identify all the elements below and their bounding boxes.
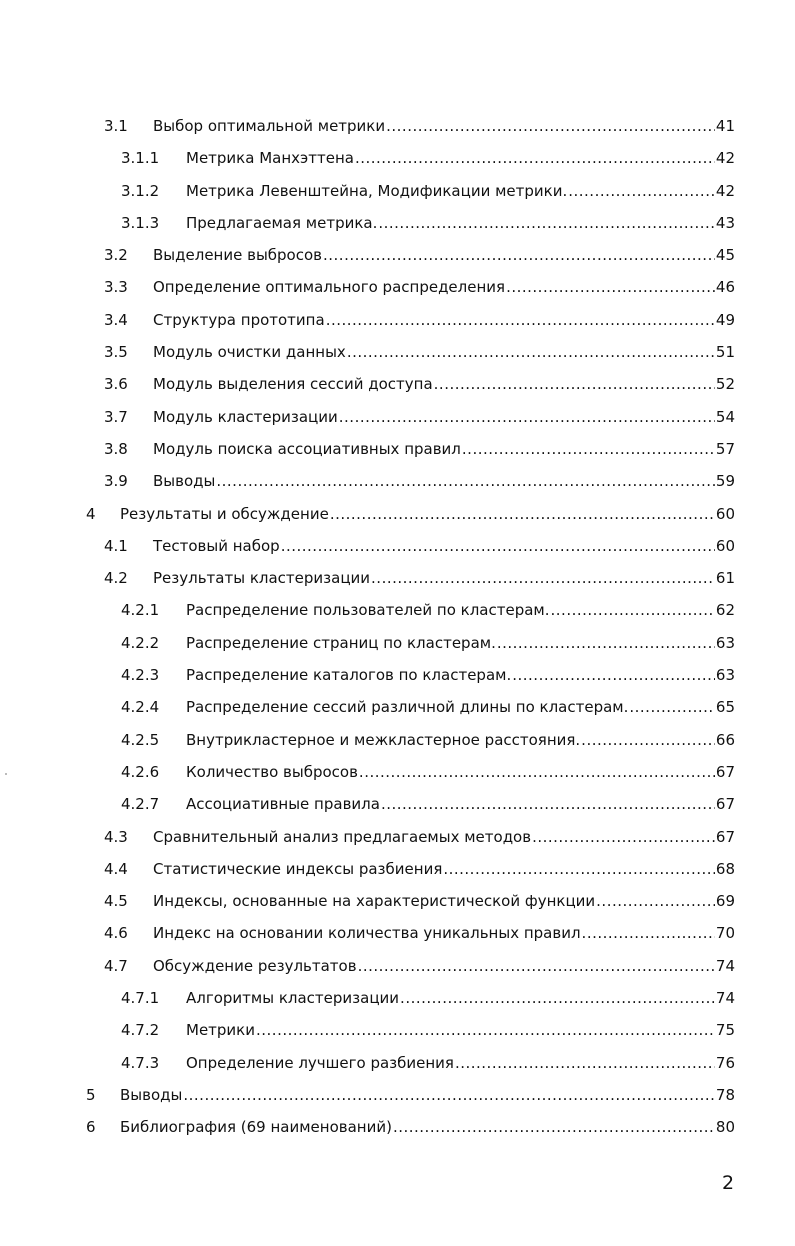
toc-entry-title: Модуль поиска ассоциативных правил	[153, 439, 461, 458]
toc-entry-title: Статистические индексы разбиения	[153, 859, 443, 878]
toc-entry-3-3[interactable]	[0, 271, 795, 303]
toc-entry-title: Определение лучшего разбиения	[186, 1053, 454, 1072]
toc-entry-number: 4.2.7	[121, 795, 160, 814]
toc-leader-dots	[371, 562, 715, 594]
toc-entry-number: 3.8	[104, 439, 128, 458]
toc-entry-page: 41	[715, 117, 735, 135]
toc-entry-number: 4.2.4	[121, 698, 160, 717]
toc-entry-title: Алгоритмы кластеризации	[186, 989, 400, 1008]
toc-leader-dots	[347, 336, 715, 368]
toc-entry-number: 4.7	[104, 956, 128, 975]
toc-leader-dots	[359, 756, 715, 788]
toc-entry-page: 67	[715, 827, 735, 846]
table-of-contents	[0, 110, 795, 1144]
toc-entry-number: 4.2.1	[121, 601, 160, 620]
toc-entry-3-9[interactable]	[0, 465, 795, 497]
toc-leader-dots	[581, 724, 715, 756]
toc-entry-4-2-7[interactable]	[0, 788, 795, 820]
toc-entry-4[interactable]	[0, 498, 795, 530]
toc-entry-title: Распределение сессий различной длины по кластерам.	[186, 698, 629, 717]
toc-leader-dots	[323, 239, 715, 271]
toc-entry-number: 4	[86, 504, 96, 523]
toc-entry-page: 70	[715, 924, 735, 943]
toc-entry-page: 76	[715, 1053, 735, 1072]
toc-entry-title: Выбор оптимальной метрики	[153, 117, 386, 135]
toc-entry-4-2-1[interactable]	[0, 594, 795, 626]
scan-artifact	[5, 773, 7, 775]
toc-entry-number: 4.4	[104, 859, 128, 878]
toc-leader-dots	[381, 788, 715, 820]
toc-entry-page: 69	[715, 892, 735, 911]
toc-entry-title: Результаты кластеризации	[153, 569, 371, 588]
toc-leader-dots	[512, 659, 715, 691]
toc-entry-number: 4.2.5	[121, 730, 160, 749]
toc-leader-dots	[551, 594, 715, 626]
toc-entry-3-5[interactable]	[0, 336, 795, 368]
toc-entry-title: Выделение выбросов	[153, 246, 322, 265]
toc-entry-4-2-4[interactable]	[0, 691, 795, 723]
toc-leader-dots	[281, 530, 715, 562]
toc-leader-dots	[216, 465, 715, 497]
toc-entry-3-4[interactable]	[0, 304, 795, 336]
toc-entry-title: Индексы, основанные на характеристической функции	[153, 892, 596, 911]
toc-entry-number: 3.1.3	[121, 213, 160, 232]
toc-entry-page: 60	[715, 504, 735, 523]
toc-entry-page: 67	[715, 762, 735, 781]
toc-entry-title: Определение оптимального распределения	[153, 278, 506, 297]
toc-entry-4-4[interactable]	[0, 853, 795, 885]
toc-entry-page: 74	[715, 956, 735, 975]
toc-entry-page: 42	[715, 181, 735, 200]
toc-entry-page: 75	[715, 1021, 735, 1040]
toc-entry-number: 4.2	[104, 569, 128, 588]
toc-entry-title: Метрика Левенштейна, Модификации метрики.	[186, 181, 568, 200]
toc-entry-number: 3.1.2	[121, 181, 160, 200]
toc-entry-number: 4.7.2	[121, 1021, 160, 1040]
toc-entry-number: 4.3	[104, 827, 128, 846]
toc-entry-4-7-1[interactable]	[0, 982, 795, 1014]
toc-entry-title: Выводы	[153, 472, 216, 491]
toc-entry-number: 3.7	[104, 407, 128, 426]
toc-entry-number: 4.5	[104, 892, 128, 911]
toc-entry-number: 3.4	[104, 310, 128, 329]
toc-entry-title: Ассоциативные правила	[186, 795, 380, 814]
toc-entry-number: 4.2.3	[121, 666, 160, 685]
toc-entry-page: 51	[715, 343, 735, 362]
toc-entry-page: 54	[715, 407, 735, 426]
toc-entry-page: 49	[715, 310, 735, 329]
toc-entry-title: Модуль выделения сессий доступа	[153, 375, 433, 394]
toc-entry-page: 59	[715, 472, 735, 491]
toc-leader-dots	[596, 885, 715, 917]
toc-entry-page: 68	[715, 859, 735, 878]
toc-entry-number: 3.9	[104, 472, 128, 491]
toc-entry-page: 62	[715, 601, 735, 620]
toc-entry-4-5[interactable]	[0, 885, 795, 917]
toc-entry-title: Модуль кластеризации	[153, 407, 338, 426]
toc-entry-3-1-1[interactable]	[0, 142, 795, 174]
toc-entry-number: 4.6	[104, 924, 128, 943]
toc-entry-number: 4.7.3	[121, 1053, 160, 1072]
toc-entry-title: Тестовый набор	[153, 536, 280, 555]
toc-entry-page: 52	[715, 375, 735, 394]
toc-entry-number: 3.2	[104, 246, 128, 265]
toc-leader-dots	[339, 401, 715, 433]
toc-leader-dots	[358, 950, 715, 982]
toc-leader-dots	[434, 368, 715, 400]
toc-leader-dots	[330, 498, 715, 530]
toc-entry-number: 4.1	[104, 536, 128, 555]
toc-entry-3-7[interactable]	[0, 401, 795, 433]
toc-entry-number: 3.6	[104, 375, 128, 394]
toc-entry-title: Распределение страниц по кластерам.	[186, 633, 496, 652]
toc-entry-title: Выводы	[120, 1085, 183, 1104]
toc-entry-page: 42	[715, 149, 735, 168]
toc-leader-dots	[455, 1047, 715, 1079]
page-number: 2	[722, 1172, 735, 1194]
toc-entry-3-8[interactable]	[0, 433, 795, 465]
toc-entry-4-3[interactable]	[0, 821, 795, 853]
toc-leader-dots	[532, 821, 715, 853]
toc-entry-4-2-5[interactable]	[0, 724, 795, 756]
toc-leader-dots	[378, 207, 715, 239]
toc-entry-4-7-3[interactable]	[0, 1047, 795, 1079]
toc-entry-title: Сравнительный анализ предлагаемых методов	[153, 827, 532, 846]
toc-entry-title: Библиография (69 наименований)	[120, 1118, 392, 1137]
toc-entry-page: 63	[715, 666, 735, 685]
toc-entry-5[interactable]	[0, 1079, 795, 1111]
toc-leader-dots	[443, 853, 715, 885]
toc-entry-3-1-2[interactable]	[0, 175, 795, 207]
toc-entry-page: 78	[715, 1085, 735, 1104]
toc-entry-title: Результаты и обсуждение	[120, 504, 329, 523]
toc-entry-3-1-3[interactable]	[0, 207, 795, 239]
toc-entry-page: 43	[715, 213, 735, 232]
toc-entry-title: Предлагаемая метрика.	[186, 213, 378, 232]
toc-entry-title: Распределение каталогов по кластерам.	[186, 666, 512, 685]
toc-entry-number: 4.2.6	[121, 762, 160, 781]
toc-leader-dots	[582, 917, 715, 949]
toc-entry-page: 80	[715, 1118, 735, 1137]
toc-entry-page: 65	[715, 698, 735, 717]
toc-entry-title: Количество выбросов	[186, 762, 358, 781]
toc-entry-4-7-2[interactable]	[0, 1014, 795, 1046]
toc-leader-dots	[355, 142, 715, 174]
toc-entry-4-7[interactable]	[0, 950, 795, 982]
toc-entry-title: Обсуждение результатов	[153, 956, 357, 975]
toc-entry-4-2[interactable]	[0, 562, 795, 594]
toc-entry-3-1[interactable]	[0, 110, 795, 142]
toc-entry-3-2[interactable]	[0, 239, 795, 271]
toc-leader-dots	[400, 982, 715, 1014]
toc-entry-title: Индекс на основании количества уникальных правил	[153, 924, 581, 943]
toc-entry-number: 4.7.1	[121, 989, 160, 1008]
toc-leader-dots	[506, 271, 715, 303]
toc-leader-dots	[183, 1079, 715, 1111]
toc-entry-page: 46	[715, 278, 735, 297]
toc-entry-number: 3.1	[104, 117, 128, 135]
toc-leader-dots	[256, 1014, 715, 1046]
toc-entry-number: 3.1.1	[121, 149, 160, 168]
toc-leader-dots	[629, 691, 715, 723]
toc-leader-dots	[497, 627, 715, 659]
toc-entry-4-2-6[interactable]	[0, 756, 795, 788]
toc-entry-4-2-3[interactable]	[0, 659, 795, 691]
toc-entry-title: Структура прототипа	[153, 310, 325, 329]
toc-entry-title: Модуль очистки данных	[153, 343, 346, 362]
toc-entry-3-6[interactable]	[0, 368, 795, 400]
toc-entry-number: 5	[86, 1085, 96, 1104]
toc-leader-dots	[326, 304, 715, 336]
toc-entry-page: 66	[715, 730, 735, 749]
toc-entry-number: 6	[86, 1118, 96, 1137]
toc-leader-dots	[568, 175, 715, 207]
toc-entry-page: 67	[715, 795, 735, 814]
toc-leader-dots	[386, 110, 715, 142]
toc-entry-title: Метрики	[186, 1021, 255, 1040]
toc-entry-title: Метрика Манхэттена	[186, 149, 354, 168]
toc-entry-page: 74	[715, 989, 735, 1008]
toc-entry-4-6[interactable]	[0, 917, 795, 949]
toc-entry-6[interactable]	[0, 1111, 795, 1143]
toc-entry-4-2-2[interactable]	[0, 627, 795, 659]
toc-entry-page: 61	[715, 569, 735, 588]
toc-entry-page: 60	[715, 536, 735, 555]
toc-entry-page: 45	[715, 246, 735, 265]
toc-entry-title: Распределение пользователей по кластерам.	[186, 601, 550, 620]
toc-entry-4-1[interactable]	[0, 530, 795, 562]
toc-entry-page: 57	[715, 439, 735, 458]
toc-entry-title: Внутрикластерное и межкластерное расстояния.	[186, 730, 581, 749]
toc-entry-number: 4.2.2	[121, 633, 160, 652]
toc-leader-dots	[393, 1111, 715, 1143]
toc-entry-number: 3.3	[104, 278, 128, 297]
toc-entry-page: 63	[715, 633, 735, 652]
toc-leader-dots	[462, 433, 715, 465]
toc-entry-number: 3.5	[104, 343, 128, 362]
